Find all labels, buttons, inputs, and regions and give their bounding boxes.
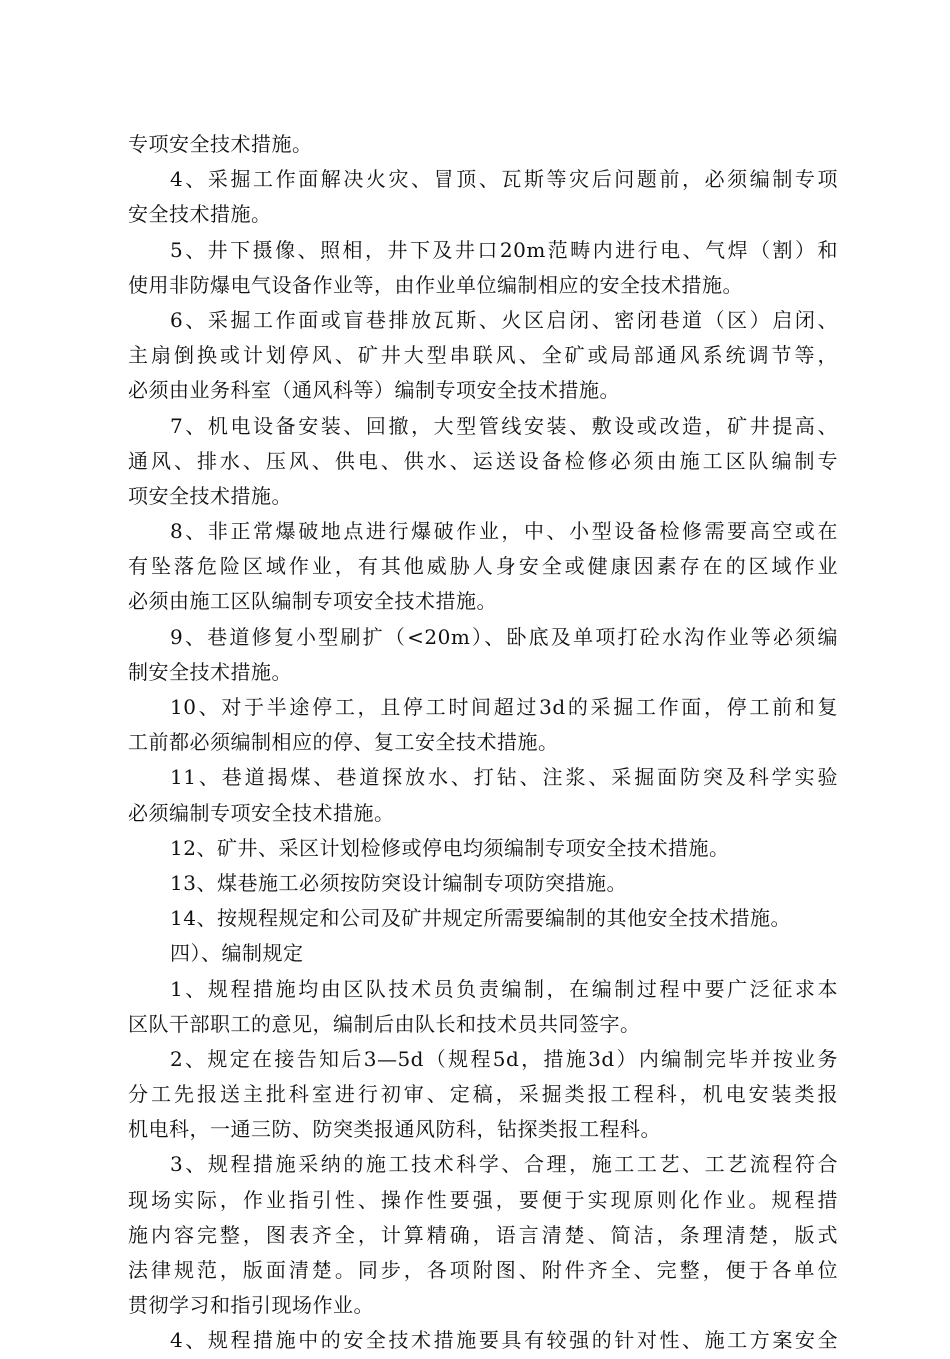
text-line: 9、巷道修复小型刷扩（<20m）、卧底及单项打砼水沟作业等必须编 [170, 624, 838, 649]
text-line: 2、规定在接告知后3—5d（规程5d，措施3d）内编制完毕并按业务 [170, 1046, 838, 1071]
text-line: 机电科，一通三防、防突类报通风防科，钻探类报工程科。 [128, 1117, 661, 1142]
text-line: 专项安全技术措施。 [128, 132, 313, 156]
text-line: 必须由施工区队编制专项安全技术措施。 [128, 589, 497, 614]
text-line: 项安全技术措施。 [128, 483, 292, 508]
text-line: 14、按规程规定和公司及矿井规定所需要编制的其他安全技术措施。 [170, 906, 791, 931]
text-line: 施内容完整，图表齐全，计算精确，语言清楚、简洁，条理清楚，版式 [128, 1222, 838, 1247]
text-line: 工前都必须编制相应的停、复工安全技术措施。 [128, 730, 559, 755]
text-line: 贯彻学习和指引现场作业。 [128, 1293, 374, 1318]
text-line: 8、非正常爆破地点进行爆破作业，中、小型设备检修需要高空或在 [170, 519, 838, 544]
text-line: 4、规程措施中的安全技术措施要具有较强的针对性、施工方案安全 [170, 1328, 838, 1353]
text-line: 法律规范，版面清楚。同步，各项附图、附件齐全、完整，便于各单位 [128, 1258, 838, 1282]
text-line: 10、对于半途停工，且停工时间超过3d的采掘工作面，停工前和复 [170, 695, 838, 719]
text-line: 7、机电设备安装、回撤，大型管线安装、敷设或改造，矿井提高、 [170, 413, 838, 438]
text-line: 有坠落危险区域作业，有其他威胁人身安全或健康因素存在的区域作业 [128, 554, 838, 579]
text-line: 现场实际，作业指引性、操作性要强，要便于实现原则化作业。规程措 [128, 1187, 838, 1212]
text-line: 主扇倒换或计划停风、矿井大型串联风、全矿或局部通风系统调节等， [128, 343, 838, 368]
text-line: 四）、编制规定 [170, 941, 304, 966]
text-line: 12、矿井、采区计划检修或停电均须编制专项安全技术措施。 [170, 835, 730, 860]
text-line: 11、巷道揭煤、巷道探放水、打钻、注浆、采掘面防突及科学实验 [170, 765, 838, 790]
text-line: 制安全技术措施。 [128, 659, 292, 684]
text-line: 安全技术措施。 [128, 202, 272, 227]
body-text [128, 127, 838, 1359]
text-line: 必须由业务科室（通风科等）编制专项安全技术措施。 [128, 378, 620, 403]
text-line: 分工先报送主批科室进行初审、定稿，采掘类报工程科，机电安装类报 [128, 1082, 838, 1107]
text-line: 5、井下摄像、照相，井下及井口20m范畴内进行电、气焊（割）和 [170, 237, 838, 262]
text-line: 使用非防爆电气设备作业等，由作业单位编制相应的安全技术措施。 [128, 272, 743, 297]
text-line: 通风、排水、压风、供电、供水、运送设备检修必须由施工区队编制专 [128, 448, 838, 473]
text-line: 13、煤巷施工必须按防突设计编制专项防突措施。 [170, 870, 627, 895]
text-line: 3、规程措施采纳的施工技术科学、合理，施工工艺、工艺流程符合 [170, 1152, 838, 1177]
text-line: 必须编制专项安全技术措施。 [128, 800, 395, 825]
text-line: 4、采掘工作面解决火灾、冒顶、瓦斯等灾后问题前，必须编制专项 [170, 167, 838, 192]
text-line: 区队干部职工的意见，编制后由队长和技术员共同签字。 [128, 1011, 641, 1036]
text-line: 6、采掘工作面或盲巷排放瓦斯、火区启闭、密闭巷道（区）启闭、 [170, 307, 838, 332]
text-line: 1、规程措施均由区队技术员负责编制，在编制过程中要广泛征求本 [170, 976, 838, 1001]
